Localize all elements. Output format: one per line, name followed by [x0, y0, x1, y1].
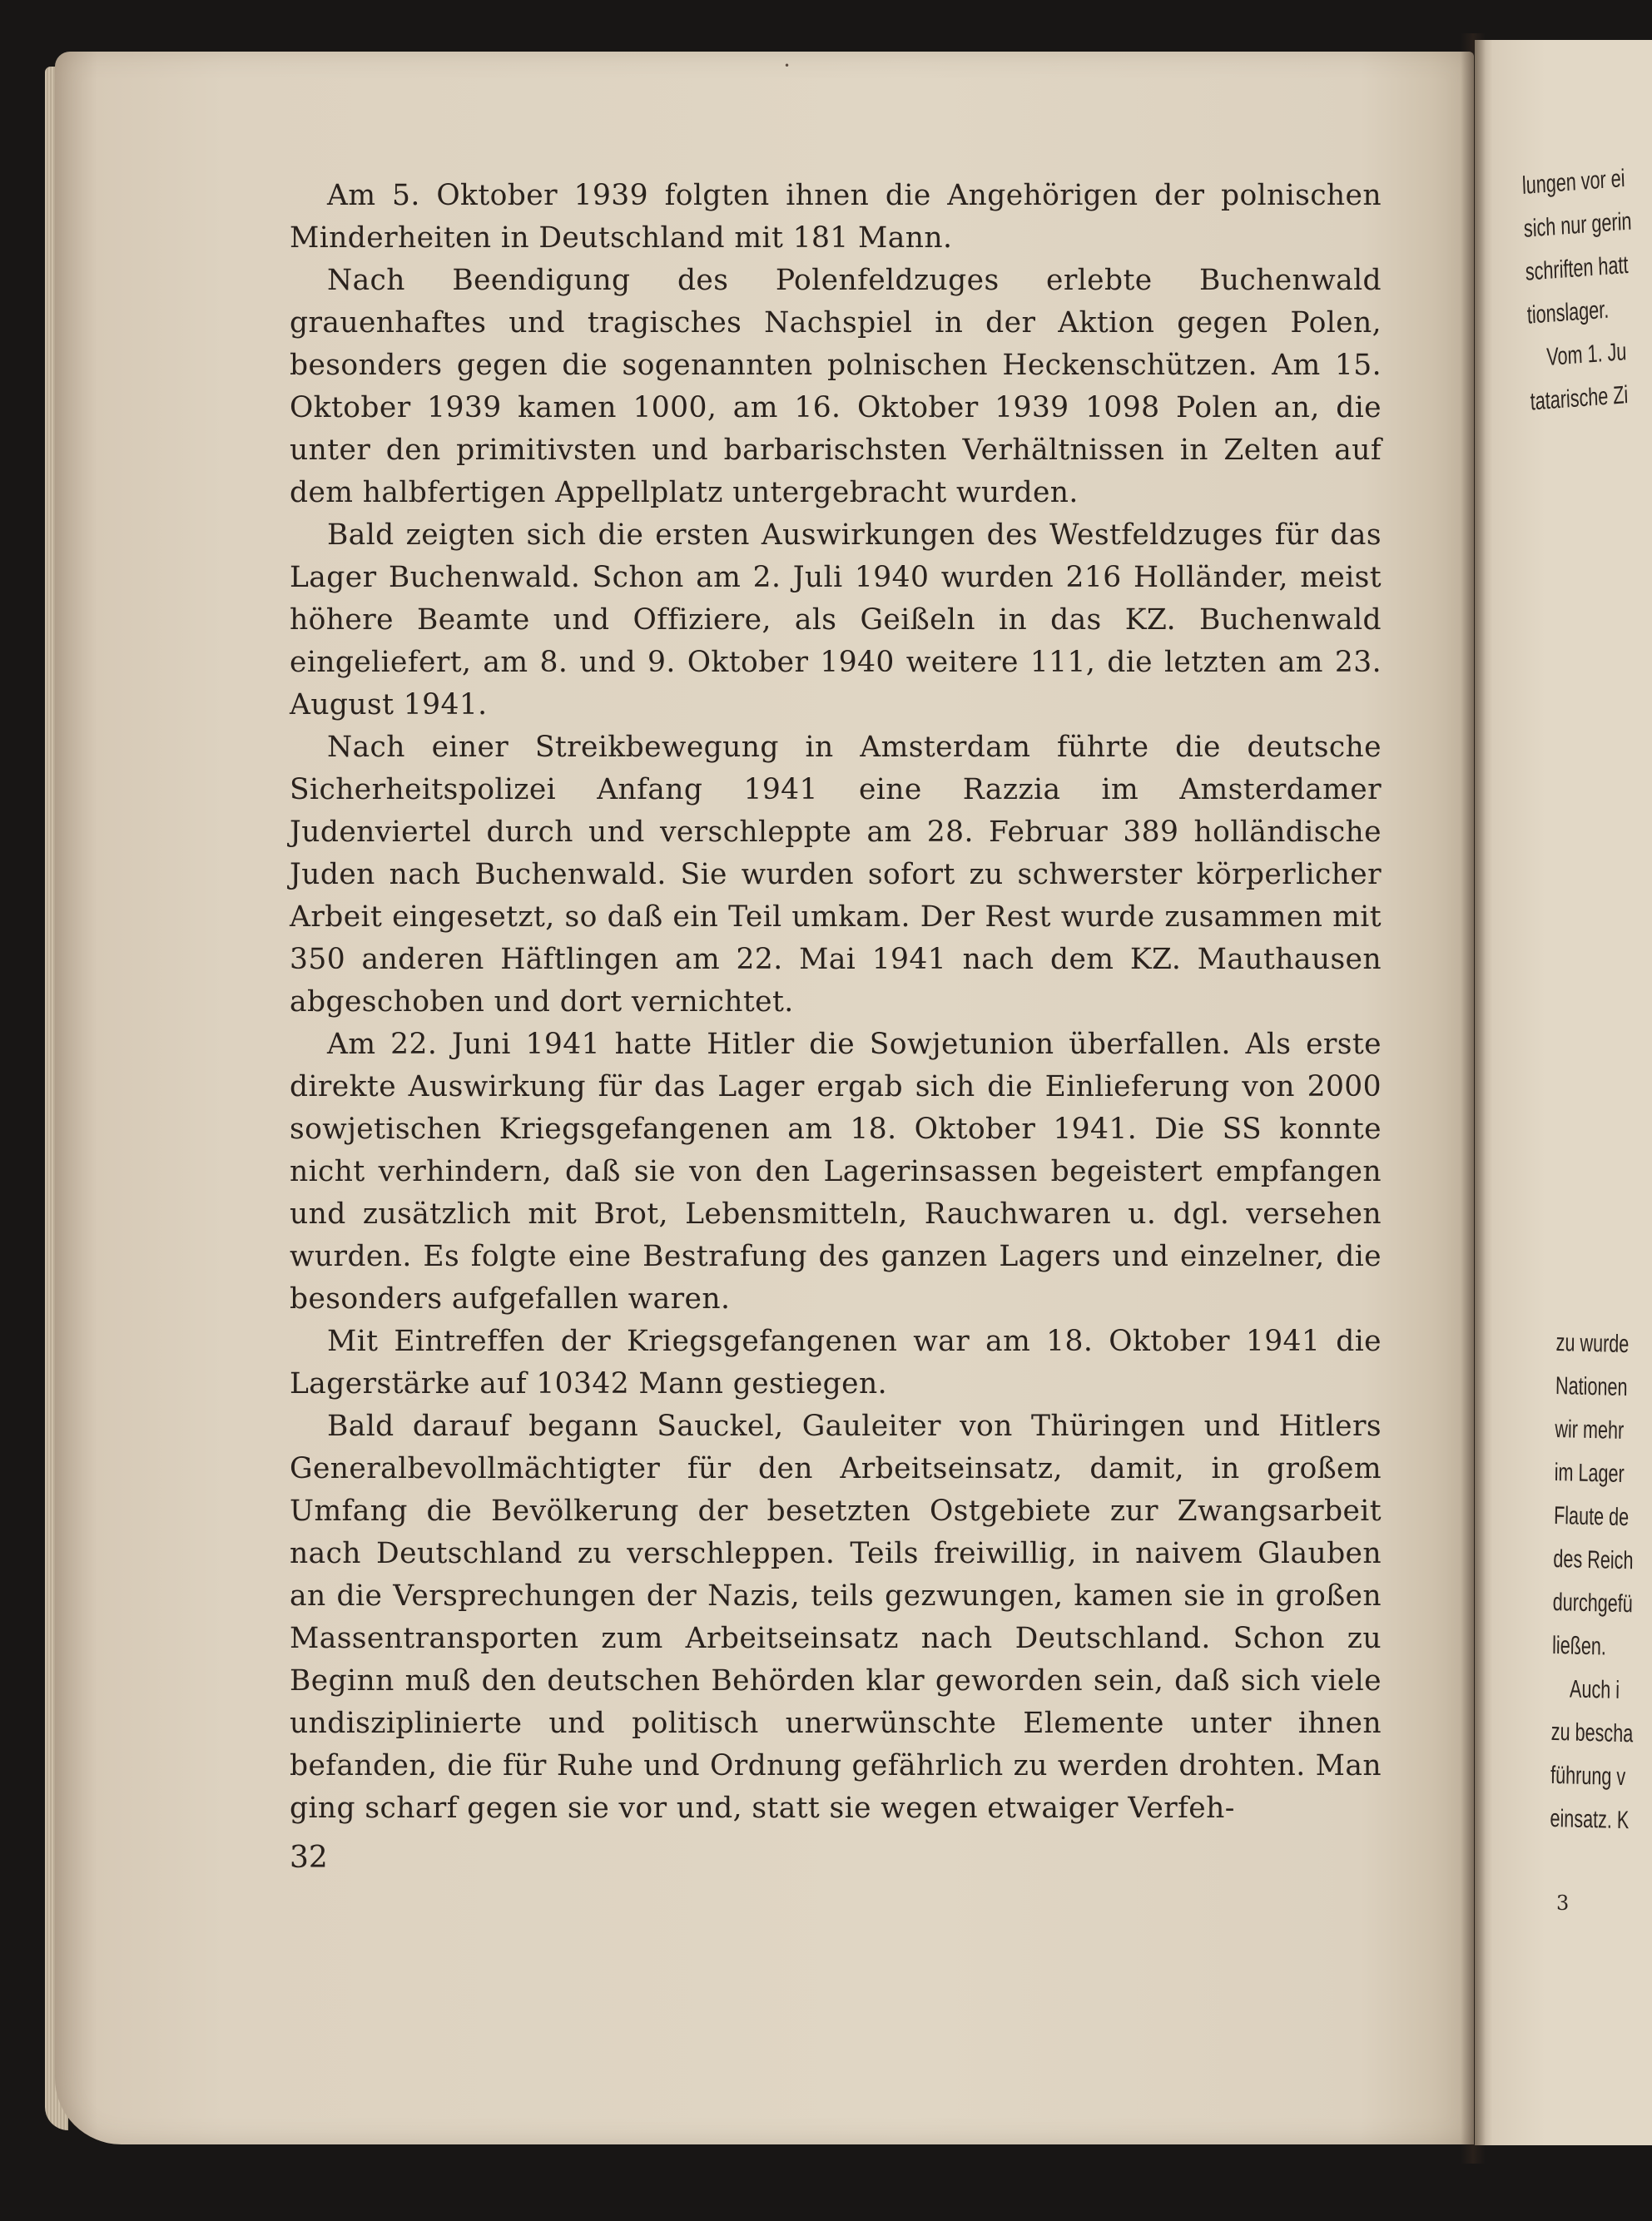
right-page: [1475, 40, 1652, 2145]
right-line: im Lager: [1554, 1458, 1625, 1489]
right-line: zu bescha: [1550, 1718, 1634, 1748]
book-gutter: [1461, 33, 1486, 2164]
right-line: führung v: [1550, 1761, 1626, 1792]
paragraph: Am 22. Juni 1941 hatte Hitler die Sowjetunion überfallen. Als erste direkte Auswirkung für das Lager ergab sich die Einlieferung von 2000 sowjetischen Kriegsgefangenen am 18. Oktober 1941. Die SS konnte nicht verhindern, daß sie von den Lagerinsassen begeistert empfangen und zusätzlich mit Brot, Lebensmitteln, Rauchwaren u. dgl. versehen wurden. Es folgte eine Bestrafung des ganzen Lagers und einzelner, die besonders aufgefallen waren.: [290, 1028, 1382, 1316]
right-line: Nationen: [1555, 1371, 1628, 1402]
right-line: tatarische Zi: [1530, 381, 1629, 416]
right-line: einsatz. K: [1550, 1804, 1630, 1835]
right-line: lungen vor ei: [1521, 164, 1626, 200]
right-line: des Reich: [1553, 1544, 1634, 1575]
paragraph: Nach Beendigung des Polenfeldzuges erlebte Buchenwald grauenhaftes und tragisches Nachspiel in der Aktion gegen Polen, besonders gegen die sogenannten polnischen Heckenschützen. Am 15. Oktober 1939 kamen 1000, am 16. Oktober 1939 1098 Polen an, die unter den primitivsten und barbarischsten Verhältnissen in Zelten auf dem halbfertigen Appellplatz untergebracht wurden.: [290, 264, 1382, 509]
right-line: ließen.: [1551, 1631, 1607, 1661]
right-line: wir mehr: [1555, 1415, 1625, 1445]
right-line: sich nur gerin: [1523, 207, 1633, 243]
page-number: 32: [290, 1841, 328, 1875]
right-page-text-top: [1521, 157, 1639, 424]
paragraph: Bald darauf begann Sauckel, Gauleiter von Thüringen und Hitlers Generalbevollmächtigter für den Arbeitseinsatz, damit, in großem Umfang die Bevölkerung der besetzten Ostgebiete zur Zwangsarbeit nach Deutschland zu verschleppen. Teils freiwillig, in naivem Glauben an die Versprechungen der Nazis, teils gezwungen, kamen sie in großen Massentransporten zum Arbeitseinsatz nach Deutschland. Schon zu Beginn muß den deutschen Behörden klar geworden sein, daß sich viele undisziplinierte und politisch unerwünschte Elemente unter ihnen befanden, die für Ruhe und Ordnung gefährlich zu werden drohten. Man ging scharf gegen sie vor und, statt sie wegen etwaiger Verfeh-: [290, 1410, 1382, 1825]
right-page-text-bottom: [1550, 1321, 1638, 1842]
right-page-number: 3: [1556, 1891, 1570, 1915]
paragraph: Nach einer Streikbewegung in Amsterdam führte die deutsche Sicherheitspolizei Anfang 1941 eine Razzia im Amsterdamer Judenviertel durch und verschleppte am 28. Februar 389 holländische Juden nach Buchenwald. Sie wurden sofort zu schwerster körperlicher Arbeit eingesetzt, so daß ein Teil umkam. Der Rest wurde zusammen mit 350 anderen Häftlingen am 22. Mai 1941 nach dem KZ. Mauthausen abgeschoben und dort vernichtet.: [290, 731, 1382, 1019]
right-line: durchgefü: [1552, 1588, 1634, 1619]
ink-speck: •: [784, 60, 791, 72]
paragraph: Mit Eintreffen der Kriegsgefangenen war am 18. Oktober 1941 die Lagerstärke auf 10342 Mann gestiegen.: [290, 1325, 1382, 1401]
right-line: Auch i: [1569, 1675, 1620, 1704]
body-text: [290, 175, 1382, 1830]
paragraph: Bald zeigten sich die ersten Auswirkungen des Westfeldzuges für das Lager Buchenwald. Schon am 2. Juli 1940 wurden 216 Holländer, meist höhere Beamte und Offiziere, als Geißeln in das KZ. Buchenwald eingeliefert, am 8. und 9. Oktober 1940 weitere 111, die letzten am 23. August 1941.: [290, 518, 1382, 721]
paragraph: Am 5. Oktober 1939 folgten ihnen die Angehörigen der polnischen Minderheiten in Deutschland mit 181 Mann.: [290, 179, 1382, 255]
right-line: zu wurde: [1555, 1328, 1630, 1359]
right-line: Flaute de: [1553, 1501, 1630, 1532]
right-line: schriften hatt: [1525, 250, 1630, 286]
right-line: Vom 1. Ju: [1545, 338, 1627, 372]
right-line: tionslager.: [1526, 295, 1610, 330]
